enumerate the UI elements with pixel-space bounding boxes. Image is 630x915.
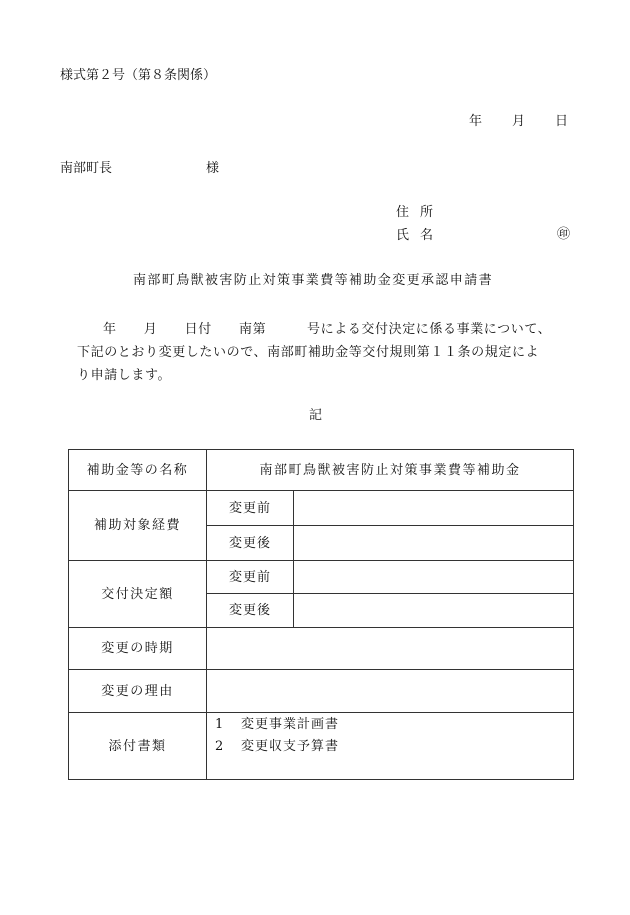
attachment-item <box>207 714 573 736</box>
addressee <box>60 161 220 176</box>
attachments-list <box>207 713 574 780</box>
change-timing-label: 変更の時期 <box>69 628 207 670</box>
subsidy-name-label: 補助金等の名称 <box>69 450 207 491</box>
change-reason-label: 変更の理由 <box>69 670 207 713</box>
form-number: 様式第２号（第８条関係） <box>60 68 217 83</box>
date-day: 日 <box>555 114 569 129</box>
attachment-number: 2 <box>215 739 225 754</box>
addressee-name: 南部町長 <box>60 161 113 176</box>
seal-mark: ㊞ <box>557 227 571 242</box>
row-eligible-before <box>69 491 574 526</box>
grant-amount-label: 交付決定額 <box>69 561 207 628</box>
address-label: 住所 <box>396 205 445 220</box>
date-year: 年 <box>469 114 483 129</box>
document-title: 南部町鳥獣被害防止対策事業費等補助金変更承認申請書 <box>133 273 494 288</box>
change-timing-value[interactable] <box>207 628 574 670</box>
row-grant-before <box>69 561 574 594</box>
application-table <box>68 449 574 780</box>
row-change-timing <box>69 628 574 670</box>
body-text <box>77 318 587 387</box>
grant-after-label: 変更後 <box>207 594 294 628</box>
row-subsidy-name <box>69 450 574 491</box>
ki-heading: 記 <box>309 408 323 423</box>
eligible-before-value[interactable] <box>294 491 574 526</box>
date-line <box>469 115 568 128</box>
change-reason-value[interactable] <box>207 670 574 713</box>
body-line-3: り申請します。 <box>77 368 172 383</box>
row-change-reason <box>69 670 574 713</box>
eligible-after-label: 変更後 <box>207 526 294 561</box>
body-line-1: 年 月 日付 南第 号による交付決定に係る事業について、 <box>103 322 552 337</box>
grant-after-value[interactable] <box>294 594 574 628</box>
eligible-before-label: 変更前 <box>207 491 294 526</box>
attachment-item <box>207 736 573 758</box>
subsidy-name-value: 南部町鳥獣被害防止対策事業費等補助金 <box>207 450 574 491</box>
eligible-after-value[interactable] <box>294 526 574 561</box>
grant-before-label: 変更前 <box>207 561 294 594</box>
body-line-2: 下記のとおり変更したいので、南部町補助金等交付規則第１１条の規定によ <box>77 345 540 360</box>
attachments-label: 添付書類 <box>69 713 207 780</box>
name-label: 氏名 <box>396 228 445 243</box>
eligible-cost-label: 補助対象経費 <box>69 491 207 561</box>
addressee-honorific: 様 <box>206 161 220 176</box>
attachment-number: 1 <box>215 717 225 732</box>
attachment-text: 変更事業計画書 <box>241 717 340 732</box>
date-month: 月 <box>512 114 526 129</box>
attachment-text: 変更収支予算書 <box>241 739 340 754</box>
row-attachments <box>69 713 574 780</box>
grant-before-value[interactable] <box>294 561 574 594</box>
